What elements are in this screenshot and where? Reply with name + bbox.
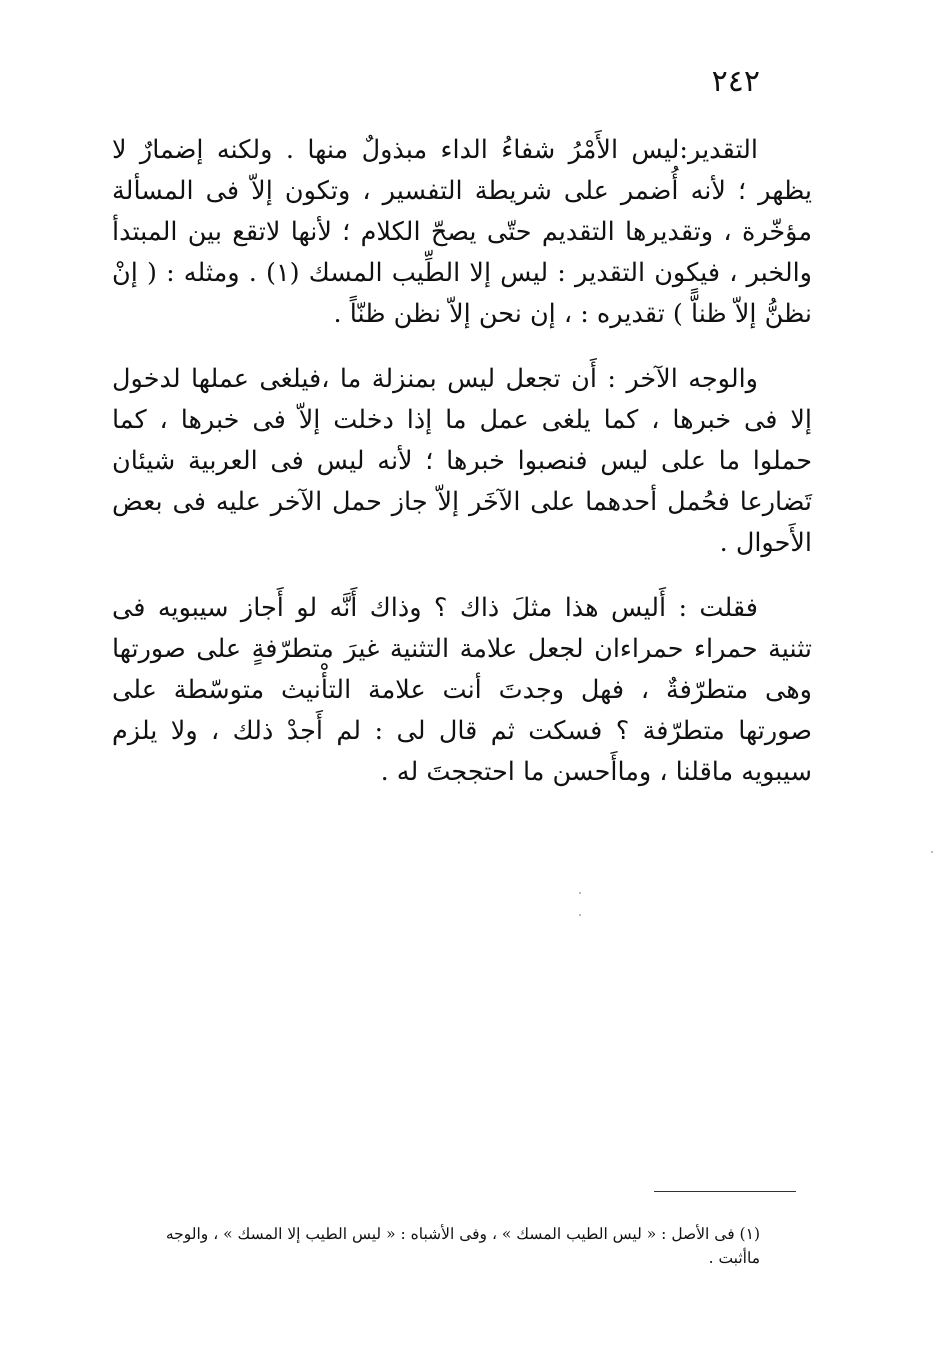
scan-speck [579, 914, 581, 916]
main-text [112, 130, 812, 817]
footnote-divider [654, 1191, 796, 1192]
footnote: (١) فى الأصل : « ليس الطيب المسك » ، وفى الأشباه : « ليس الطيب إلا المسك » ، والوجه ماأثبت . [165, 1225, 760, 1267]
scan-speck [579, 892, 581, 894]
paragraph-1: التقدير:ليس الأَمْرُ شفاءُ الداء مبذولٌ منها . ولكنه إضمارٌ لا يظهر ؛ لأنه أُضمر على شريطة التفسير ، وتكون إلاّ فى المسألة مؤخّرة ، وتقديرها التقديم حتّى يصحّ الكلام ؛ لأنها لاتقع بين المبتدأ والخبر ، فيكون التقدير : ليس إلا الطِّيب المسك (١) . ومثله : ( إنْ نظنُّ إلاّ ظناًّ ) تقديره : ، إن نحن إلاّ نظن ظنّاً . [112, 135, 812, 329]
paragraph-2: والوجه الآخر : أَن تجعل ليس بمنزلة ما ،فيلغى عملها لدخول إلا فى خبرها ، كما يلغى عمل ما إذا دخلت إلاّ فى خبرها ، كما حملوا ما على ليس فنصبوا خبرها ؛ لأنه ليس فى العربية شيئان تَضارعا فحُمل أحدهما على الآخَر إلاّ جاز حمل الآخر عليه فى بعض الأَحوال . [112, 364, 812, 558]
paragraph-3: فقلت : أَليس هذا مثلَ ذاك ؟ وذاك أَنَّه لو أَجاز سيبويه فى تثنية حمراء حمراءان لجعل علامة التثنية غيرَ متطرّفةٍ على صورتها وهى متطرّفةٌ ، فهل وجدتَ أنت علامة التأْنيث متوسّطة على صورتها متطرّفة ؟ فسكت ثم قال لى : لم أَجدْ ذلك ، ولا يلزم سيبويه ماقلنا ، وماأَحسن ما احتججتَ له . [112, 593, 812, 787]
scan-speck [931, 851, 933, 853]
page-number: ٢٤٢ [711, 64, 760, 99]
